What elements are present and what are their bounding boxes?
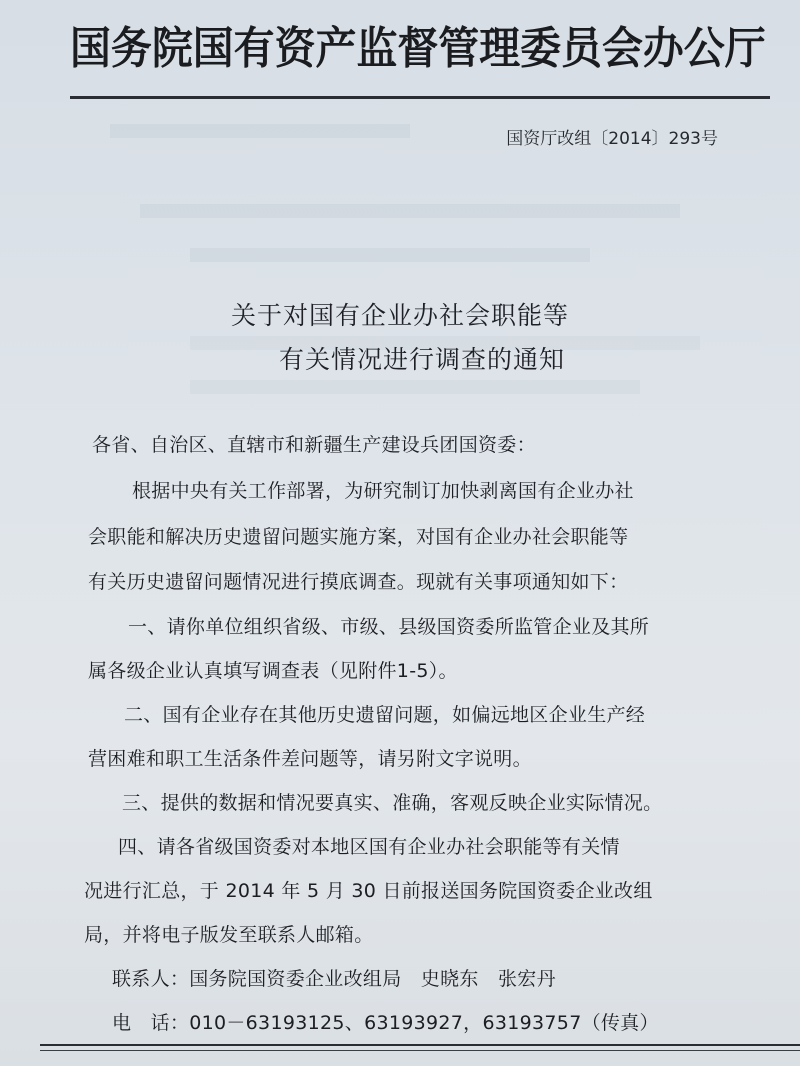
item-4-line: 况进行汇总，于 2014 年 5 月 30 日前报送国务院国资委企业改组: [84, 880, 653, 902]
intro-line: 根据中央有关工作部署，为研究制订加快剥离国有企业办社: [132, 480, 634, 502]
item-4-line: 四、请各省级国资委对本地区国有企业办社会职能等有关情: [118, 836, 620, 858]
intro-line: 会职能和解决历史遗留问题实施方案，对国有企业办社会职能等: [88, 526, 629, 548]
bleed-through-mark: [110, 124, 410, 138]
document-number: 国资厅改组〔2014〕293号: [506, 129, 718, 149]
item-1-line: 属各级企业认真填写调查表（见附件1-5）。: [88, 660, 458, 682]
footer-divider: [40, 1044, 800, 1046]
notice-title-line-2: 有关情况进行调查的通知: [278, 345, 565, 374]
bleed-through-mark: [140, 204, 680, 218]
item-3-line: 三、提供的数据和情况要真实、准确，客观反映企业实际情况。: [122, 792, 663, 814]
footer-divider: [40, 1050, 800, 1051]
item-2-line: 营困难和职工生活条件差问题等，请另附文字说明。: [88, 748, 532, 770]
salutation: 各省、自治区、直辖市和新疆生产建设兵团国资委：: [92, 434, 536, 456]
item-4-line: 局，并将电子版发至联系人邮箱。: [84, 924, 374, 946]
bleed-through-mark: [190, 380, 640, 394]
bleed-through-mark: [190, 248, 590, 262]
intro-line: 有关历史遗留问题情况进行摸底调查。现就有关事项通知如下：: [88, 571, 629, 593]
contact-line: 联系人：国务院国资委企业改组局 史晓东 张宏丹: [112, 968, 556, 990]
item-2-line: 二、国有企业存在其他历史遗留问题，如偏远地区企业生产经: [124, 704, 646, 726]
phone-line: 电 话：010－63193125、63193927，63193757（传真）: [112, 1012, 659, 1034]
letterhead-divider: [70, 96, 770, 99]
notice-title-line-1: 关于对国有企业办社会职能等: [230, 301, 569, 330]
item-1-line: 一、请你单位组织省级、市级、县级国资委所监管企业及其所: [128, 616, 650, 638]
letterhead-title: 国务院国有资产监督管理委员会办公厅: [70, 23, 766, 74]
